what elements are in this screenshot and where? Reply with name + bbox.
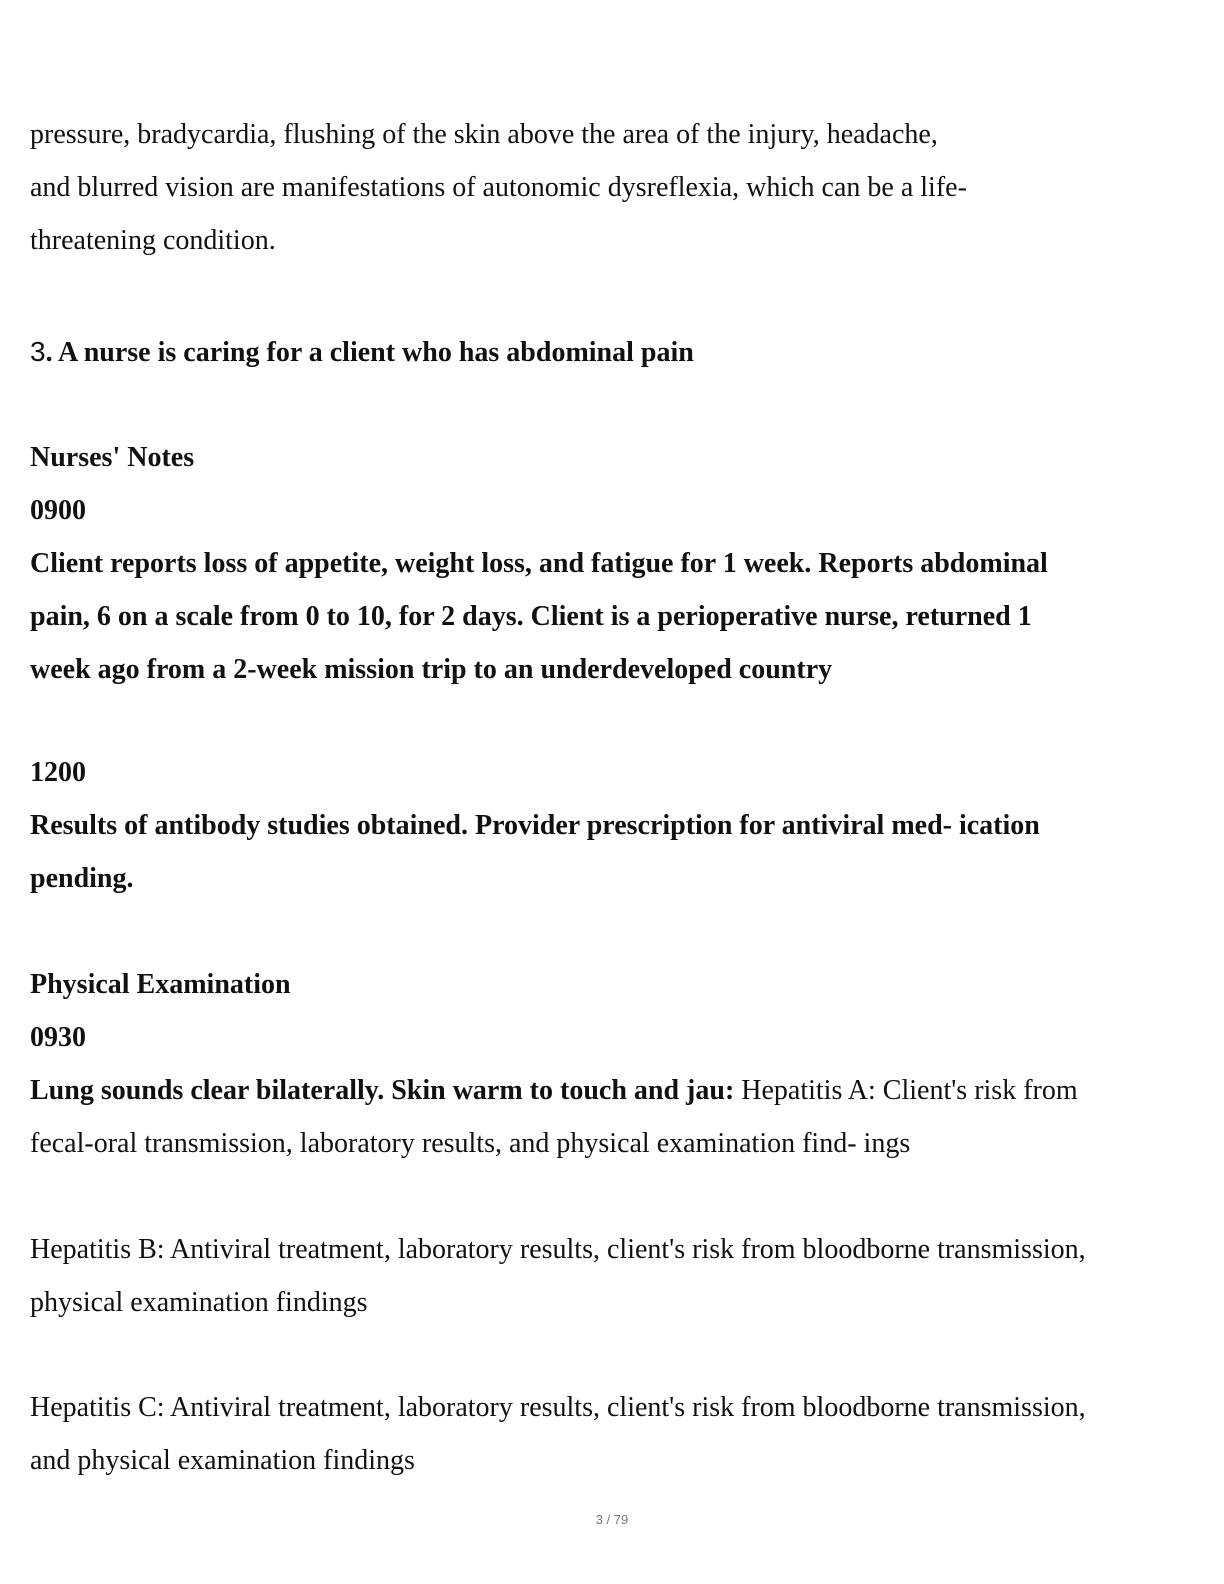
note-time: 1200 bbox=[30, 757, 86, 788]
intro-paragraph bbox=[30, 108, 1190, 267]
text-line: and blurred vision are manifestations of autonomic dysreflexia, which can be a life- bbox=[30, 172, 967, 203]
page-number: 3 / 79 bbox=[595, 1512, 629, 1527]
text-line: threatening condition. bbox=[30, 225, 276, 256]
note-text-line: Client reports loss of appetite, weight loss, and fatigue for 1 week. Reports abdominal bbox=[30, 548, 1048, 579]
hepatitis-c-answer bbox=[30, 1381, 1190, 1487]
hepatitis-a-answer-continued: fecal-oral transmission, laboratory results, and physical examination find- ings bbox=[30, 1128, 911, 1159]
nurses-notes-heading: Nurses' Notes bbox=[30, 442, 195, 473]
note-entry-0900 bbox=[30, 484, 1190, 696]
note-time: 0900 bbox=[30, 495, 86, 526]
exam-findings: Lung sounds clear bilaterally. Skin warm to touch and jau: bbox=[30, 1075, 735, 1106]
note-text-line: pending. bbox=[30, 863, 134, 894]
exam-text-line bbox=[30, 1064, 1190, 1117]
answer-line: Hepatitis B: Antiviral treatment, laboratory results, client's risk from bloodborne transmission, bbox=[30, 1234, 1086, 1265]
answer-line: and physical examination findings bbox=[30, 1445, 415, 1476]
question-heading bbox=[30, 325, 1190, 379]
hepatitis-a-answer: Hepatitis A: Client's risk from bbox=[734, 1075, 1078, 1106]
exam-time: 0930 bbox=[30, 1022, 86, 1053]
question-title: . A nurse is caring for a client who has abdominal pain bbox=[45, 337, 694, 368]
physical-exam-heading: Physical Examination bbox=[30, 969, 291, 1000]
note-text-line: week ago from a 2-week mission trip to an underdeveloped country bbox=[30, 654, 833, 685]
physical-exam-entry bbox=[30, 1011, 1190, 1170]
question-number: 3 bbox=[30, 336, 46, 367]
note-text-line: pain, 6 on a scale from 0 to 10, for 2 days. Client is a perioperative nurse, returned 1 bbox=[30, 601, 1032, 632]
note-text-line: Results of antibody studies obtained. Provider prescription for antiviral med- ication bbox=[30, 810, 1040, 841]
note-entry-1200 bbox=[30, 746, 1190, 905]
answer-line: Hepatitis C: Antiviral treatment, laboratory results, client's risk from bloodborne transmission, bbox=[30, 1392, 1086, 1423]
text-line: pressure, bradycardia, flushing of the skin above the area of the injury, headache, bbox=[30, 119, 938, 150]
answer-line: physical examination findings bbox=[30, 1287, 368, 1318]
hepatitis-b-answer bbox=[30, 1223, 1190, 1329]
